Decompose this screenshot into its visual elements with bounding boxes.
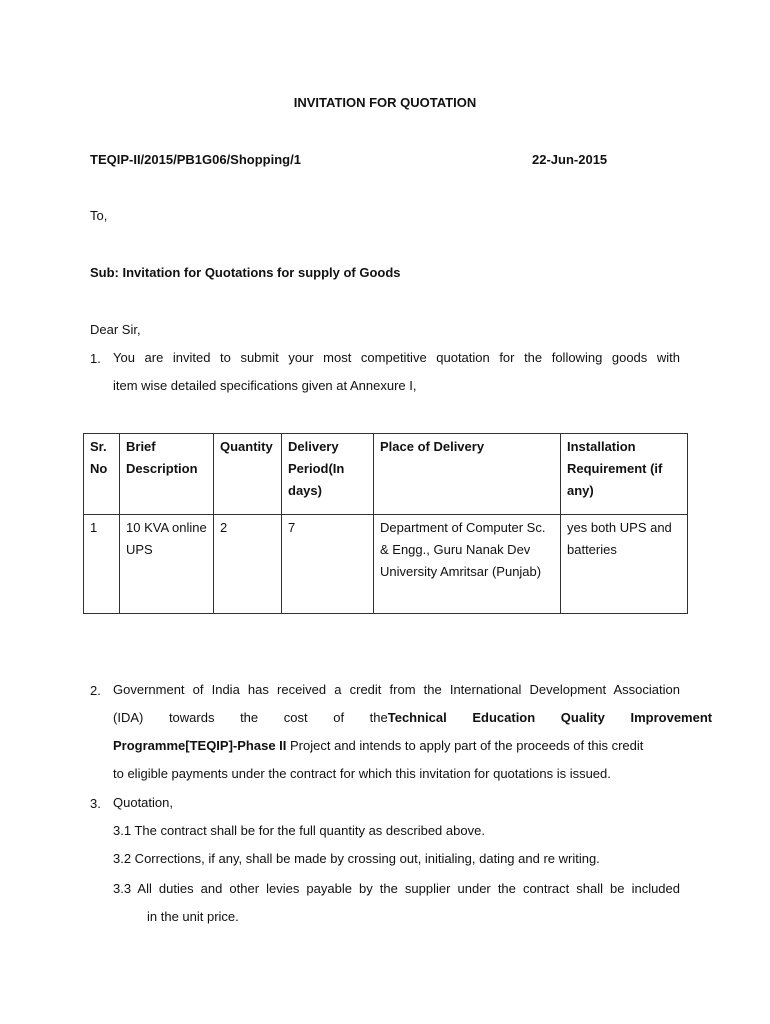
para2-line1: Government of India has received a credit from the International Development Association bbox=[113, 682, 680, 697]
para1-line2: item wise detailed specifications given at Annexure I, bbox=[113, 378, 417, 393]
clause-3-2: 3.2 Corrections, if any, shall be made by crossing out, initialing, dating and re writing. bbox=[113, 851, 600, 866]
header-description: Brief Description bbox=[120, 434, 214, 515]
para2-line3 bbox=[113, 732, 643, 760]
clause-3-3: 3.3 All duties and other levies payable by the supplier under the contract shall be included bbox=[113, 881, 680, 896]
table-row bbox=[84, 515, 688, 614]
document-date: 22-Jun-2015 bbox=[532, 152, 608, 167]
programme-name-part2: Programme[TEQIP]-Phase II bbox=[113, 738, 287, 753]
para3-number: 3. bbox=[90, 796, 101, 811]
cell-sr-no: 1 bbox=[84, 515, 120, 614]
header-sr-no: Sr. No bbox=[84, 434, 120, 515]
salutation: Dear Sir, bbox=[90, 322, 141, 337]
clause-3-3-continued: in the unit price. bbox=[147, 909, 239, 924]
header-delivery-period: Delivery Period(In days) bbox=[282, 434, 374, 515]
cell-installation: yes both UPS and batteries bbox=[561, 515, 688, 614]
para2-line3-rest: Project and intends to apply part of the proceeds of this credit bbox=[290, 738, 644, 753]
cell-quantity: 2 bbox=[214, 515, 282, 614]
document-title: INVITATION FOR QUOTATION bbox=[293, 95, 477, 110]
programme-name-part1: Technical Education Quality Improvement bbox=[387, 710, 713, 725]
goods-table bbox=[83, 433, 688, 614]
para2-line4: to eligible payments under the contract for which this invitation for quotations is issued. bbox=[113, 766, 611, 781]
para2-number: 2. bbox=[90, 683, 101, 698]
reference-number: TEQIP-II/2015/PB1G06/Shopping/1 bbox=[90, 152, 301, 167]
table-header-row bbox=[84, 434, 688, 515]
para1-number: 1. bbox=[90, 351, 101, 366]
para1-line1: You are invited to submit your most competitive quotation for the following goods with bbox=[113, 350, 680, 365]
para3-heading: Quotation, bbox=[113, 795, 173, 810]
header-installation: Installation Requirement (if any) bbox=[561, 434, 688, 515]
subject-line: Sub: Invitation for Quotations for supply of Goods bbox=[90, 265, 401, 280]
addressee-line: To, bbox=[90, 208, 108, 223]
para2-line2-start: (IDA) towards the cost of the bbox=[113, 710, 388, 725]
cell-delivery-period: 7 bbox=[282, 515, 374, 614]
para2-line2 bbox=[113, 704, 713, 732]
clause-3-1: 3.1 The contract shall be for the full quantity as described above. bbox=[113, 823, 485, 838]
cell-place-of-delivery: Department of Computer Sc. & Engg., Guru Nanak Dev University Amritsar (Punjab) bbox=[374, 515, 561, 614]
header-quantity: Quantity bbox=[214, 434, 282, 515]
cell-description: 10 KVA online UPS bbox=[120, 515, 214, 614]
header-place-of-delivery: Place of Delivery bbox=[374, 434, 561, 515]
